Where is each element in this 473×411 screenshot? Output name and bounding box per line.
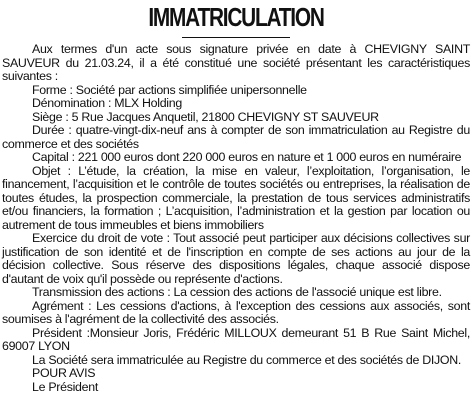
- notice-title: IMMATRICULATION: [148, 2, 324, 32]
- paragraph-president: Président :Monsieur Joris, Frédéric MILLOUX demeurant 51 B Rue Saint Michel, 69007 LYON: [2, 325, 470, 353]
- paragraph-siege: Siège : 5 Rue Jacques Anquetil, 21800 CHEVIGNY ST SAUVEUR: [32, 109, 379, 124]
- paragraph-pour-avis: POUR AVIS: [32, 366, 96, 380]
- paragraph-objet: Objet : L’étude, la création, la mise en valeur, l’exploitation, l’organisation, le financement, l’acquisition et le contrôle de toutes sociétés ou entreprises, la réalisation de toutes études, la prospection commerciale, la prestation de tous services administratifs et/ou financiers, la formation ; L’acquisition, l’administration et la gestion par location ou autrement de tous immeubles et biens immobiliers: [2, 163, 470, 232]
- notice-body: [2, 43, 470, 394]
- paragraph-forme: Forme : Société par actions simplifiée unipersonnelle: [32, 82, 307, 97]
- paragraph-capital: Capital : 221 000 euros dont 220 000 euros en nature et 1 000 euros en numéraire: [32, 150, 462, 164]
- paragraph-droit-de-vote: Exercice du droit de vote : Tout associé peut participer aux décisions collectives sur justification de son identité et de l'inscription en compte de ses actions au jour de la décision collective. Sous réserve des dispositions légales, chaque associé dispose d'autant de voix qu'il possède ou représente d'actions.: [2, 231, 470, 286]
- title-underline: [182, 37, 290, 38]
- paragraph-intro: Aux termes d'un acte sous signature privée en date à CHEVIGNY SAINT SAUVEUR du 21.03.24, il a été constitué une société présentant les caractéristiques suivantes :: [2, 42, 470, 83]
- paragraph-immatriculation: La Société sera immatriculée au Registre du commerce et des sociétés de DIJON.: [32, 352, 462, 367]
- paragraph-transmission: Transmission des actions : La cession des actions de l'associé unique est libre.: [32, 285, 442, 299]
- paragraph-agrement: Agrément : Les cessions d'actions, à l'exception des cessions aux associés, sont soumises à l'agrément de la collectivité des associés.: [2, 298, 470, 326]
- paragraph-duree: Durée : quatre-vingt-dix-neuf ans à compter de son immatriculation au Registre du commerce et des sociétés: [2, 123, 470, 151]
- paragraph-denomination: Dénomination : MLX Holding: [32, 96, 182, 110]
- paragraph-signature: Le Président: [32, 379, 98, 394]
